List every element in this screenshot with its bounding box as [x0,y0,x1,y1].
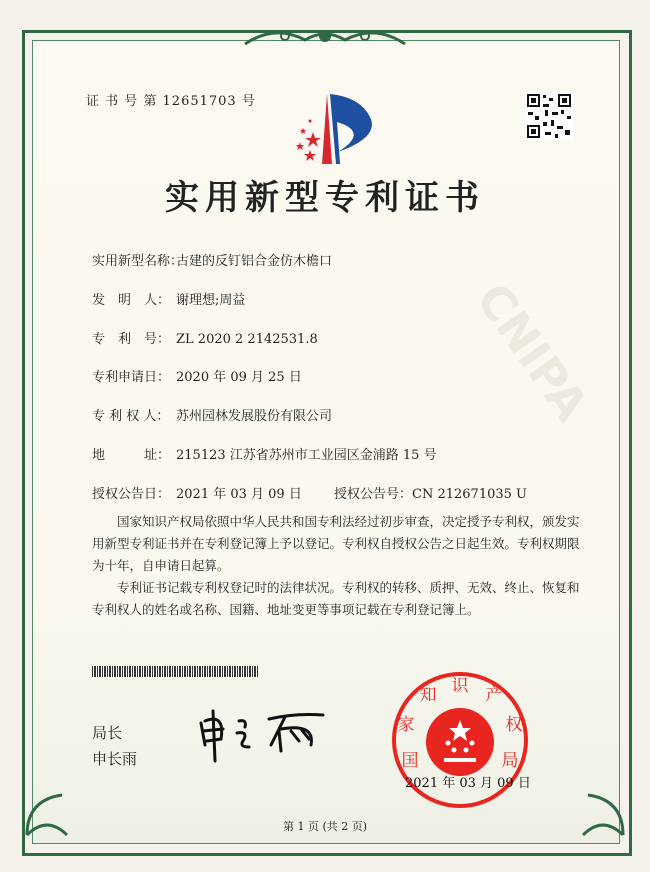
field-label: 专 利 号： [92,332,171,347]
svg-text:家: 家 [397,715,415,735]
svg-text:知: 知 [419,685,437,705]
field-filing-date [92,366,302,385]
field-patent-number [92,328,318,347]
field-value: ZL 2020 2 2142531.8 [176,332,318,347]
statement-paragraph: 专利证书记载专利权登记时的法律状况。专利权的转移、质押、无效、终止、恢复和专利权人的姓名或名称、国籍、地址变更等事项记载在专利登记簿上。 [92,580,580,617]
field-value: 2020 年 09 月 25 日 [176,370,302,385]
field-value: CN 212671035 U [412,487,527,502]
svg-text:权: 权 [505,715,523,735]
field-name [92,250,332,269]
svg-text:产: 产 [485,685,503,705]
certificate-number: 证 书 号 第 12651703 号 [86,94,256,109]
signatory-name: 申长雨 [92,750,138,768]
field-value: 215123 江苏省苏州市工业园区金浦路 15 号 [176,448,437,463]
field-value: 谢理想;周益 [176,293,246,308]
field-patentee [92,405,332,424]
field-label: 地 址： [92,448,171,463]
field-label: 专利申请日： [92,370,171,385]
cnipa-logo [280,92,380,168]
field-announcement-number [334,483,527,502]
svg-text:识: 识 [451,676,469,696]
field-label: 发 明 人： [92,293,171,308]
svg-text:国: 国 [401,751,419,771]
barcode [92,666,258,677]
field-value: 苏州园林发展股份有限公司 [176,409,333,424]
qr-code[interactable] [525,92,573,140]
field-label: 授权公告日： [92,487,171,502]
handwritten-signature [195,705,335,765]
page-number: 第 1 页 (共 2 页) [282,820,368,833]
top-ornament [235,24,415,50]
field-inventor [92,289,245,308]
field-value: 古建的反钉铝合金仿木檐口 [176,254,333,269]
watermark: CNIPA [465,273,599,431]
field-label: 专 利 权 人： [92,409,170,424]
page-title: 实用新型专利证书 [165,178,485,218]
seal-date: 2021 年 03 月 09 日 [405,776,531,791]
field-label: 授权公告号： [334,487,413,502]
signatory-title: 局长 [92,724,123,742]
field-value: 2021 年 03 月 09 日 [176,487,302,502]
field-label: 实用新型名称： [92,254,184,269]
field-address [92,444,437,463]
field-grant-date [92,483,302,502]
svg-text:局: 局 [501,751,519,771]
statement-paragraph: 国家知识产权局依照中华人民共和国专利法经过初步审查，决定授予专利权，颁发实用新型专利证书并在专利登记簿上予以登记。专利权自授权公告之日起生效。专利权期限为十年，自申请日起算。 [92,514,580,573]
